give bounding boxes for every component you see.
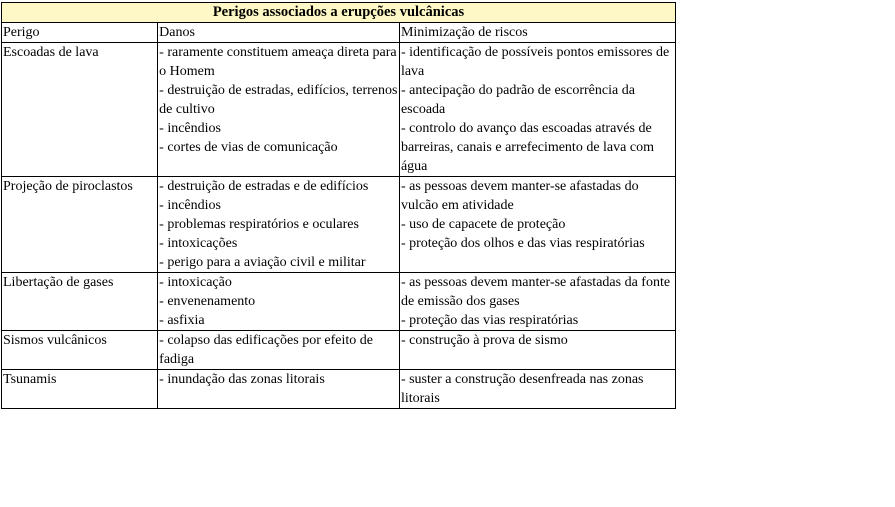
cell-minimizacao xyxy=(399,331,675,370)
danos-item: - destruição de estradas, edifícios, terrenos de cultivo xyxy=(159,83,398,117)
cell-perigo: Sismos vulcânicos xyxy=(2,331,158,370)
cell-danos xyxy=(158,331,400,370)
hazard-table xyxy=(1,2,676,409)
minimizacao-item: - antecipação do padrão de escorrência da escoada xyxy=(400,83,635,117)
cell-danos xyxy=(158,177,400,273)
cell-minimizacao xyxy=(399,177,675,273)
danos-item: - intoxicações xyxy=(159,236,238,251)
table-row xyxy=(2,43,676,177)
cell-danos xyxy=(158,370,400,409)
header-danos: Danos xyxy=(158,23,400,43)
minimizacao-item: - proteção dos olhos e das vias respiratórias xyxy=(400,236,645,251)
danos-item: - incêndios xyxy=(159,198,221,213)
table-row xyxy=(2,177,676,273)
cell-danos xyxy=(158,43,400,177)
header-minimizacao: Minimização de riscos xyxy=(399,23,675,43)
table-row xyxy=(2,370,676,409)
danos-item: - inundação das zonas litorais xyxy=(159,372,325,387)
minimizacao-item: - construção à prova de sismo xyxy=(400,333,568,348)
danos-item: - colapso das edificações por efeito de fadiga xyxy=(159,333,373,367)
danos-item: - cortes de vias de comunicação xyxy=(159,140,338,155)
cell-minimizacao xyxy=(399,43,675,177)
cell-minimizacao xyxy=(399,370,675,409)
danos-item: - perigo para a aviação civil e militar xyxy=(159,255,366,270)
danos-item: - problemas respiratórios e oculares xyxy=(159,217,359,232)
header-row xyxy=(2,23,676,43)
cell-perigo: Projeção de piroclastos xyxy=(2,177,158,273)
cell-perigo: Escoadas de lava xyxy=(2,43,158,177)
minimizacao-item: - suster a construção desenfreada nas zonas litorais xyxy=(400,372,644,406)
cell-perigo: Tsunamis xyxy=(2,370,158,409)
minimizacao-item: - identificação de possíveis pontos emissores de lava xyxy=(400,45,670,79)
minimizacao-item: - proteção das vias respiratórias xyxy=(400,313,579,328)
table-title: Perigos associados a erupções vulcânicas xyxy=(2,3,676,23)
minimizacao-item: - as pessoas devem manter-se afastadas da fonte de emissão dos gases xyxy=(400,275,671,309)
minimizacao-item: - controlo do avanço das escoadas através de barreiras, canais e arrefecimento de lava com água xyxy=(400,121,654,174)
danos-item: - asfixia xyxy=(159,313,205,328)
title-row xyxy=(2,3,676,23)
minimizacao-item: - as pessoas devem manter-se afastadas do vulcão em atividade xyxy=(400,179,639,213)
danos-item: - raramente constituem ameaça direta para o Homem xyxy=(159,45,397,79)
danos-item: - envenenamento xyxy=(159,294,256,309)
cell-perigo: Libertação de gases xyxy=(2,273,158,331)
table-row xyxy=(2,331,676,370)
table-row xyxy=(2,273,676,331)
header-perigo: Perigo xyxy=(2,23,158,43)
cell-danos xyxy=(158,273,400,331)
danos-item: - destruição de estradas e de edifícios xyxy=(159,179,369,194)
danos-item: - intoxicação xyxy=(159,275,232,290)
minimizacao-item: - uso de capacete de proteção xyxy=(400,217,566,232)
cell-minimizacao xyxy=(399,273,675,331)
danos-item: - incêndios xyxy=(159,121,221,136)
